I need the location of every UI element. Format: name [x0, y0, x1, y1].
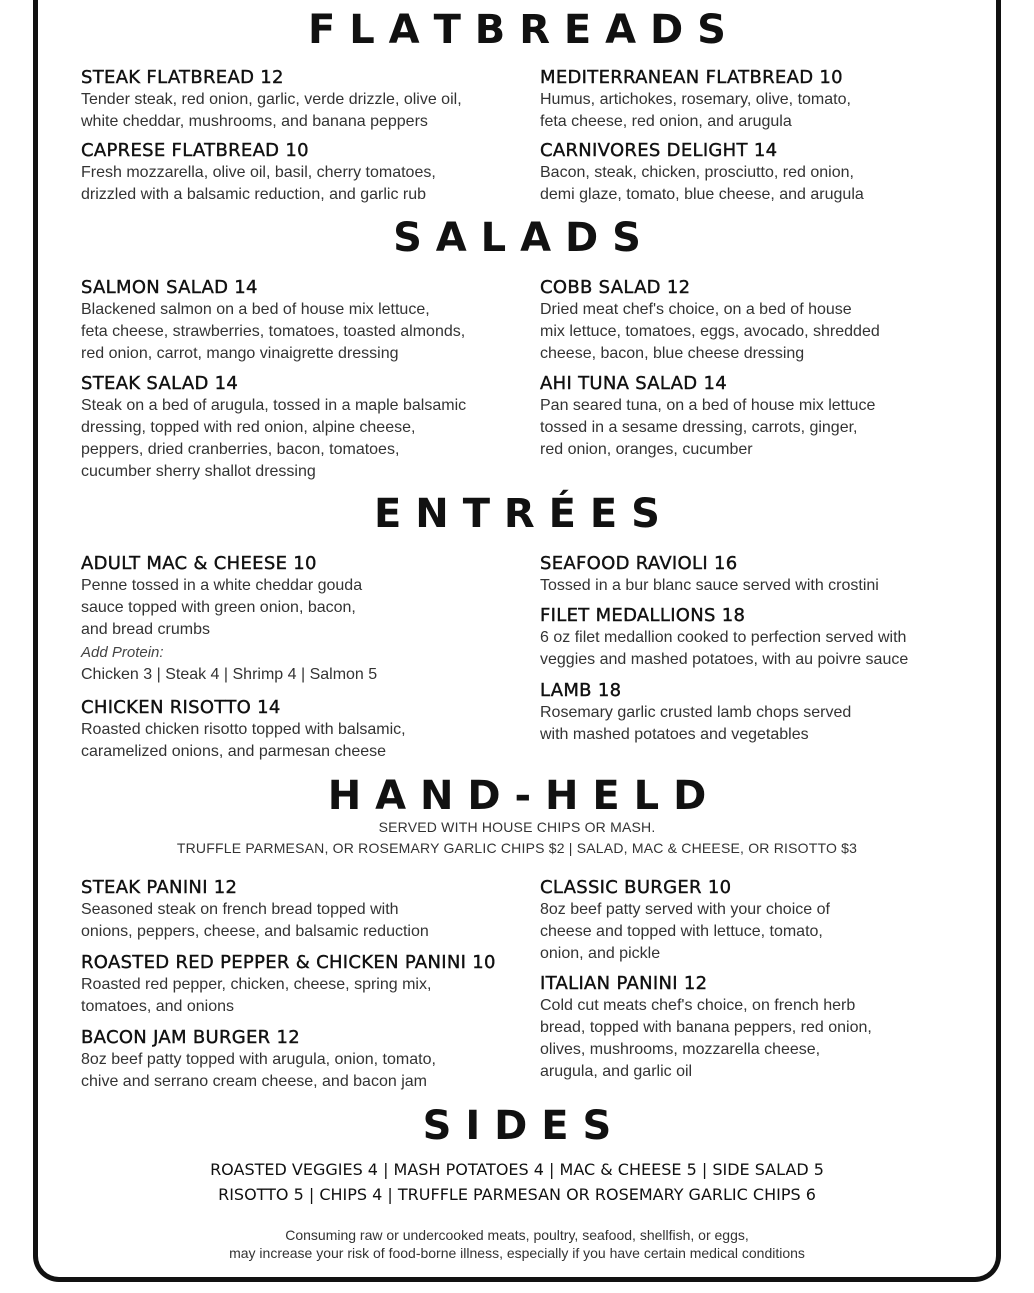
item-title: [81, 877, 429, 899]
item-name: AHI TUNA SALAD: [540, 373, 698, 394]
item-price: 16: [713, 553, 738, 574]
item-price: 14: [234, 277, 258, 298]
item-price: 18: [597, 680, 622, 701]
item-description: 8oz beef patty topped with arugula, onion, tomato, chive and serrano cream cheese, and bacon jam: [81, 1051, 436, 1090]
item-description: Penne tossed in a white cheddar gouda sauce topped with green onion, bacon, and bread crumbs: [81, 577, 363, 638]
item-title: [540, 67, 851, 89]
section-heading-sides: S I D E S: [422, 1103, 612, 1149]
item-price: 14: [257, 697, 281, 718]
item-description: Humus, artichokes, rosemary, olive, tomato, feta cheese, red onion, and arugula: [540, 91, 851, 130]
menu-item: [81, 1027, 436, 1093]
item-price: 12: [666, 277, 691, 298]
item-title: [540, 140, 864, 162]
sides-list-line-2: RISOTTO 5 | CHIPS 4 | TRUFFLE PARMESAN OR ROSEMARY GARLIC CHIPS 6: [218, 1185, 816, 1204]
item-title: [540, 553, 879, 575]
item-title: [81, 952, 496, 974]
item-price: 14: [214, 373, 239, 394]
item-description: Roasted red pepper, chicken, cheese, spring mix, tomatoes, and onions: [81, 976, 432, 1015]
item-title: [81, 277, 465, 299]
menu-item: [81, 373, 466, 483]
menu-item: [540, 680, 851, 746]
menu-item: [540, 877, 830, 965]
menu-item: [540, 973, 872, 1083]
menu-item: [540, 553, 879, 597]
item-title: [81, 373, 466, 395]
item-price: 10: [707, 877, 732, 898]
item-name: STEAK SALAD: [81, 373, 209, 394]
item-price: 10: [285, 140, 309, 161]
section-heading-salads: S A L A D S: [393, 215, 641, 261]
item-price: 10: [472, 952, 496, 973]
item-description: Rosemary garlic crusted lamb chops served with mashed potatoes and vegetables: [540, 704, 852, 743]
item-description: Roasted chicken risotto topped with balsamic, caramelized onions, and parmesan cheese: [81, 721, 406, 760]
menu-item: [540, 277, 880, 365]
add-protein-options: Chicken 3 | Steak 4 | Shrimp 4 | Salmon 5: [81, 666, 378, 683]
item-title: [81, 140, 436, 162]
item-price: 12: [683, 973, 708, 994]
item-description: Pan seared tuna, on a bed of house mix lettuce tossed in a sesame dressing, carrots, ginger, red onion, oranges, cucumber: [540, 397, 876, 458]
menu-item: [540, 373, 875, 461]
sides-list-line-1: ROASTED VEGGIES 4 | MASH POTATOES 4 | MAC & CHEESE 5 | SIDE SALAD 5: [210, 1160, 824, 1179]
item-title: [540, 877, 830, 899]
item-price: 10: [293, 553, 317, 574]
item-name: MEDITERRANEAN FLATBREAD: [540, 67, 814, 88]
item-description: Bacon, steak, chicken, prosciutto, red onion, demi glaze, tomato, blue cheese, and arugula: [540, 164, 864, 203]
item-description: 6 oz filet medallion cooked to perfection served with veggies and mashed potatoes, with au poivre sauce: [540, 629, 909, 668]
item-price: 10: [819, 67, 843, 88]
item-name: CHICKEN RISOTTO: [81, 697, 252, 718]
item-name: FILET MEDALLIONS: [540, 605, 716, 626]
item-name: CARNIVORES DELIGHT: [540, 140, 748, 161]
menu-item: [81, 697, 406, 763]
menu-item: [540, 140, 864, 206]
disclaimer-line-2: may increase your risk of food-borne illness, especially if you have certain medical conditions: [229, 1245, 805, 1261]
item-price: 14: [703, 373, 727, 394]
item-price: 12: [260, 67, 284, 88]
menu-item: [540, 67, 851, 133]
add-protein-label: Add Protein:: [81, 644, 164, 661]
item-description: 8oz beef patty served with your choice of cheese and topped with lettuce, tomato, onion, and pickle: [540, 901, 830, 962]
item-name: ROASTED RED PEPPER & CHICKEN PANINI: [81, 952, 467, 973]
item-title: [81, 67, 462, 89]
item-title: [540, 973, 872, 995]
item-description: Fresh mozzarella, olive oil, basil, cherry tomatoes, drizzled with a balsamic reduction, and garlic rub: [81, 164, 436, 203]
menu-item: [81, 952, 496, 1018]
item-price: 14: [753, 140, 778, 161]
menu-item: [81, 67, 462, 133]
item-description: Dried meat chef's choice, on a bed of house mix lettuce, tomatoes, eggs, avocado, shredded cheese, bacon, blue cheese dressing: [540, 301, 880, 362]
item-name: ADULT MAC & CHEESE: [81, 553, 288, 574]
handheld-note-upgrades: TRUFFLE PARMESAN, OR ROSEMARY GARLIC CHIPS $2 | SALAD, MAC & CHEESE, OR RISOTTO $3: [176, 840, 858, 856]
item-title: [540, 680, 851, 702]
item-description: Tossed in a bur blanc sauce served with crostini: [540, 577, 879, 594]
handheld-note-served: SERVED WITH HOUSE CHIPS OR MASH.: [378, 819, 656, 835]
item-name: SEAFOOD RAVIOLI: [540, 553, 708, 574]
item-name: LAMB: [540, 680, 592, 701]
menu-item: [81, 140, 436, 206]
item-title: [540, 277, 880, 299]
section-heading-handheld: H A N D - H E L D: [327, 773, 707, 819]
item-description: Steak on a bed of arugula, tossed in a maple balsamic dressing, topped with red onion, alpine cheese, peppers, dried cranberries, bacon, tomatoes, cucumber sherry shallot dressing: [81, 397, 467, 480]
item-title: [540, 373, 875, 395]
item-name: STEAK PANINI: [81, 877, 208, 898]
item-name: CLASSIC BURGER: [540, 877, 702, 898]
menu-item: [540, 605, 908, 671]
item-title: [540, 605, 908, 627]
item-name: CAPRESE FLATBREAD: [81, 140, 280, 161]
menu-item: [81, 277, 465, 365]
item-description: Cold cut meats chef's choice, on french herb bread, topped with banana peppers, red onion, olives, mushrooms, mozzarella cheese, arugula, and garlic oil: [540, 997, 872, 1080]
item-name: ITALIAN PANINI: [540, 973, 678, 994]
menu-item: [81, 877, 429, 943]
item-price: 12: [276, 1027, 300, 1048]
section-heading-entrees: E N T R É E S: [374, 491, 660, 537]
item-title: [81, 1027, 436, 1049]
item-name: COBB SALAD: [540, 277, 661, 298]
item-name: STEAK FLATBREAD: [81, 67, 255, 88]
item-description: Blackened salmon on a bed of house mix lettuce, feta cheese, strawberries, tomatoes, toasted almonds, red onion, carrot, mango vinaigrette dressing: [81, 301, 466, 362]
section-heading-flatbreads: F L A T B R E A D S: [308, 7, 726, 53]
item-title: [81, 697, 406, 719]
item-name: SALMON SALAD: [81, 277, 229, 298]
item-title: [81, 553, 377, 575]
item-name: BACON JAM BURGER: [81, 1027, 271, 1048]
item-description: Tender steak, red onion, garlic, verde drizzle, olive oil, white cheddar, mushrooms, and banana peppers: [81, 91, 462, 130]
disclaimer-line-1: Consuming raw or undercooked meats, poultry, seafood, shellfish, or eggs,: [285, 1227, 749, 1243]
item-price: 12: [213, 877, 238, 898]
item-price: 18: [721, 605, 746, 626]
menu-item: [81, 553, 377, 686]
item-description: Seasoned steak on french bread topped with onions, peppers, cheese, and balsamic reduction: [81, 901, 429, 940]
